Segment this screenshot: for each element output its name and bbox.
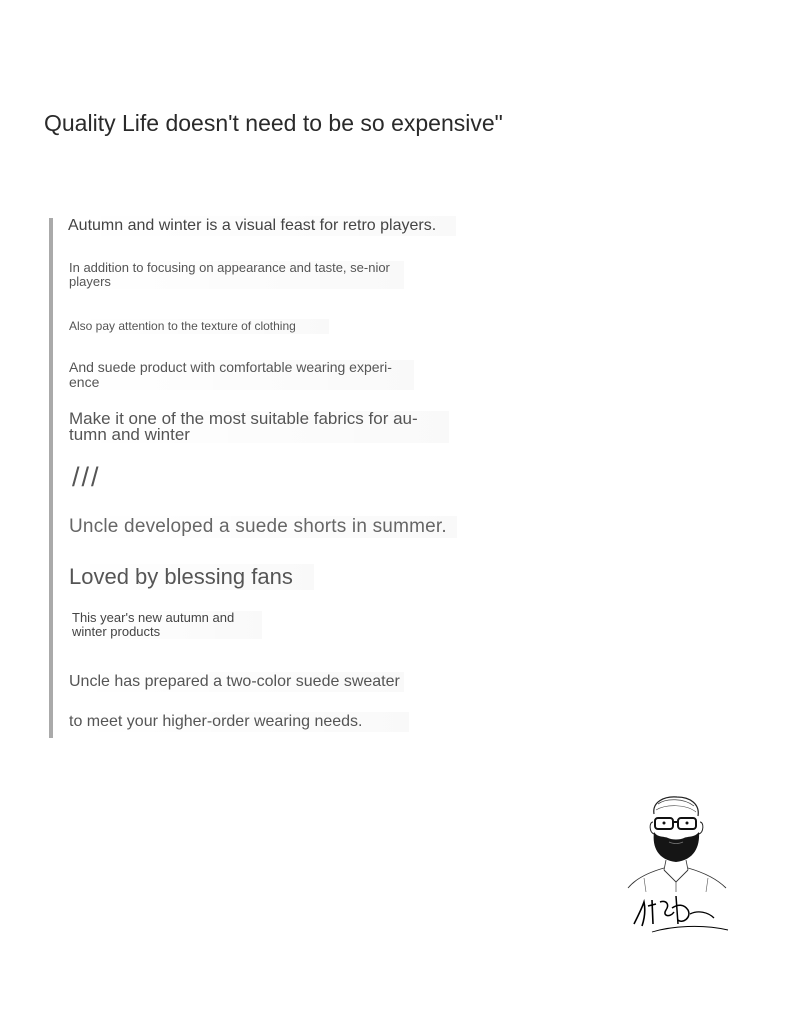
separator-slashes: /// — [72, 462, 101, 492]
paragraph-visual-feast: Autumn and winter is a visual feast for retro players. — [68, 216, 456, 236]
paragraph-suede-comfort: And suede product with comfortable wearing experi-ence — [69, 360, 414, 390]
bearded-man-icon — [622, 792, 732, 937]
paragraph-two-color-sweater: Uncle has prepared a two-color suede sweater — [69, 672, 404, 692]
paragraph-appearance-taste: In addition to focusing on appearance and taste, se-nior players — [69, 261, 404, 289]
signature-icon — [634, 896, 728, 932]
page-headline: Quality Life doesn't need to be so expensive" — [44, 110, 503, 136]
paragraph-suitable-fabrics: Make it one of the most suitable fabrics for au-tumn and winter — [69, 411, 449, 443]
paragraph-suede-shorts: Uncle developed a suede shorts in summer. — [69, 516, 457, 538]
portrait-illustration — [622, 792, 732, 937]
quote-bar — [49, 218, 53, 738]
paragraph-new-products: This year's new autumn and winter products — [72, 611, 262, 639]
paragraph-texture: Also pay attention to the texture of clothing — [69, 319, 329, 334]
paragraph-wearing-needs: to meet your higher-order wearing needs. — [69, 712, 409, 732]
paragraph-loved-by-fans: Loved by blessing fans — [69, 564, 314, 590]
